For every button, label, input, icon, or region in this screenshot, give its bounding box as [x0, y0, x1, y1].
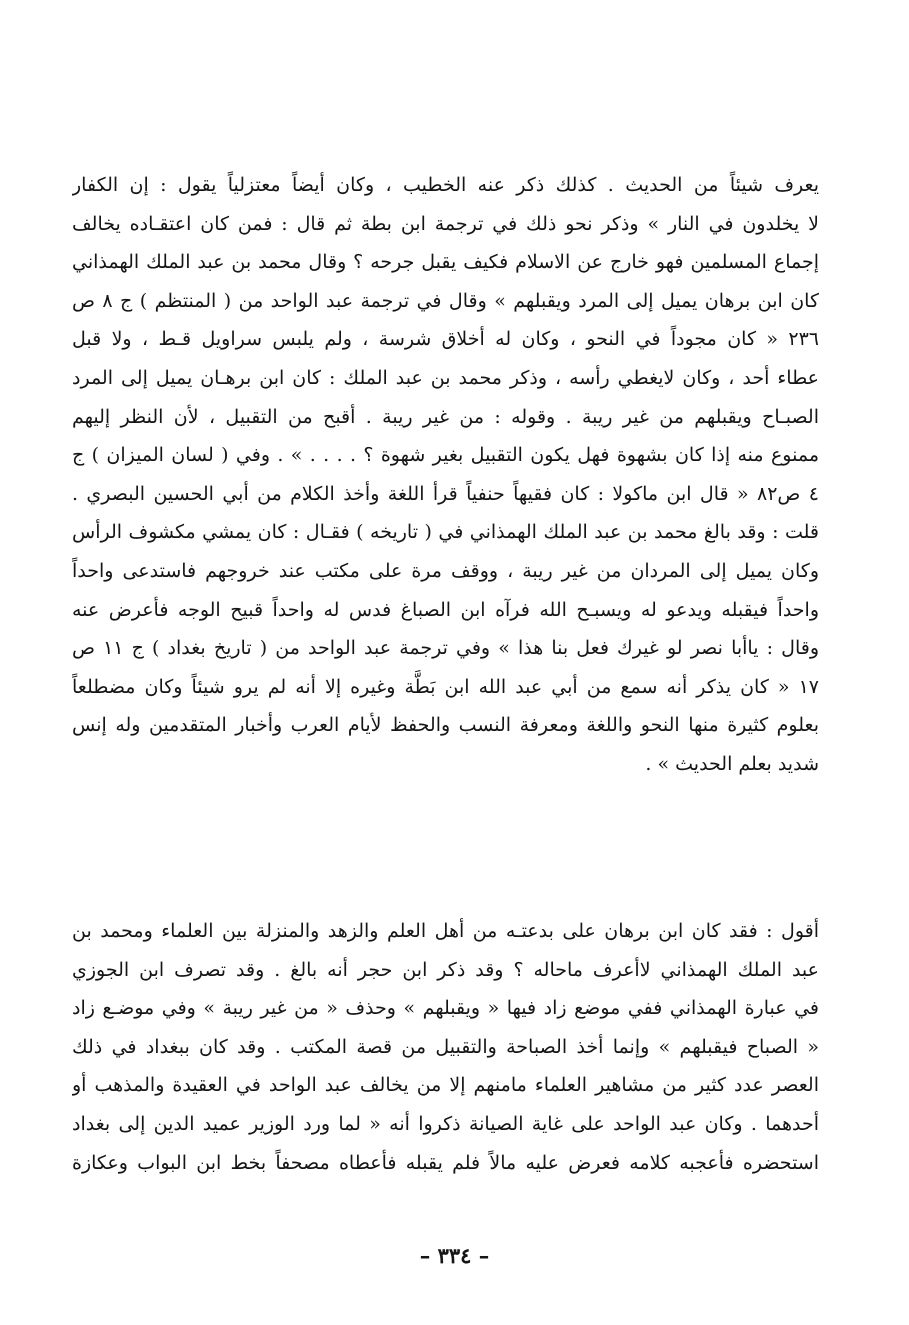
text-line: إجماع المسلمين فهو خارج عن الاسلام فكيف يقبل جرحه ؟ وقال محمد بن عبد الملك الهمذاني — [72, 251, 819, 274]
text-line: لا يخلدون في النار » وذكر نحو ذلك في ترجمة ابن بطة ثم قال : فمن كان اعتقـاده يخالف — [72, 212, 819, 235]
text-line: العصر عدد كثير من مشاهير العلماء مامنهم إلا من يخالف عبد الواحد في العقيدة والمذهب أو — [72, 1074, 819, 1097]
text-line: بعلوم كثيرة منها النحو واللغة ومعرفة النسب والحفظ لأيام العرب وأخبار المتقدمين وله إنس — [72, 714, 819, 737]
text-line: قلت : وقد بالغ محمد بن عبد الملك الهمذاني في ( تاريخه ) فقـال : كان يمشي مكشوف الرأس — [72, 521, 819, 544]
text-line: ٢٣٦ « كان مجوداً في النحو ، وكان له أخلاق شرسة ، ولم يلبس سراويل قـط ، ولا قبل — [72, 328, 819, 351]
text-line: استحضره فأعجبه كلامه فعرض عليه مالاً فلم يقبله فأعطاه مصحفاً بخط ابن البواب وعكازة — [72, 1151, 819, 1174]
text-line: عبد الملك الهمذاني لاأعرف ماحاله ؟ وقد ذكر ابن حجر أنه بالغ . وقد تصرف ابن الجوزي — [72, 958, 819, 981]
text-line: أقول : فقد كان ابن برهان على بدعتـه من أهل العلم والزهد والمنزلة بين العلماء ومحمد بن — [72, 920, 819, 942]
text-line: أحدهما . وكان عبد الواحد على غاية الصيانة ذكروا أنه « لما ورد الوزير عميد الدين إلى بغداد — [72, 1112, 819, 1135]
text-line: ممنوع منه إذا كان بشهوة فهل يكون التقبيل بغير شهوة ؟ . . . . » . وفي ( لسان الميزان ) ج — [72, 444, 819, 467]
text-line: يعرف شيئاً من الحديث . كذلك ذكر عنه الخطيب ، وكان أيضاً معتزلياً يقول : إن الكفار — [72, 174, 819, 196]
text-line: شديد بعلم الحديث » . — [645, 752, 819, 775]
text-line: ١٧ « كان يذكر أنه سمع من أبي عبد الله ابن بَطَّة وغيره إلا أنه لم يرو شيئاً وكان مضطلعاً — [72, 675, 819, 698]
paragraph-1 — [72, 166, 819, 784]
text-line: كان ابن برهان يميل إلى المرد ويقبلهم » وقال في ترجمة عبد الواحد من ( المنتظم ) ج ٨ ص — [72, 289, 819, 312]
text-line: ٤ ص٨٢ « قال ابن ماكولا : كان فقيهاً حنفياً قرأ اللغة وأخذ الكلام من أبي الحسين البصري . — [72, 482, 819, 505]
text-line: « الصباح فيقبلهم » وإنما أخذ الصباحة والتقبيل من قصة المكتب . وقد كان ببغداد في ذلك — [72, 1035, 819, 1058]
page-number: – ٣٣٤ – — [419, 1243, 490, 1268]
text-line: وكان يميل إلى المردان من غير ريبة ، ووقف مرة على مكتب عند خروجهم فاستدعى واحداً — [72, 559, 819, 582]
text-line: الصبـاح ويقبلهم من غير ريبة . وقوله : من غير ريبة . أقبح من التقبيل ، لأن النظر إليهم — [72, 405, 819, 428]
text-line: عطاء أحد ، وكان لايغطي رأسه ، وذكر محمد بن عبد الملك : كان ابن برهـان يميل إلى المرد — [72, 366, 819, 389]
text-line: واحداً فيقبله ويدعو له ويسبـح الله فرآه ابن الصباغ فدس له واحداً قبيح الوجه فأعرض عنه — [72, 598, 819, 621]
text-line: في عبارة الهمذاني ففي موضع زاد فيها « ويقبلهم » وحذف « من غير ريبة » وفي موضـع زاد — [72, 997, 819, 1020]
paragraph-2 — [72, 912, 819, 1182]
text-line: وقال : ياأبا نصر لو غيرك فعل بنا هذا » وفي ترجمة عبد الواحد من ( تاريخ بغداد ) ج ١١ ص — [72, 637, 819, 660]
